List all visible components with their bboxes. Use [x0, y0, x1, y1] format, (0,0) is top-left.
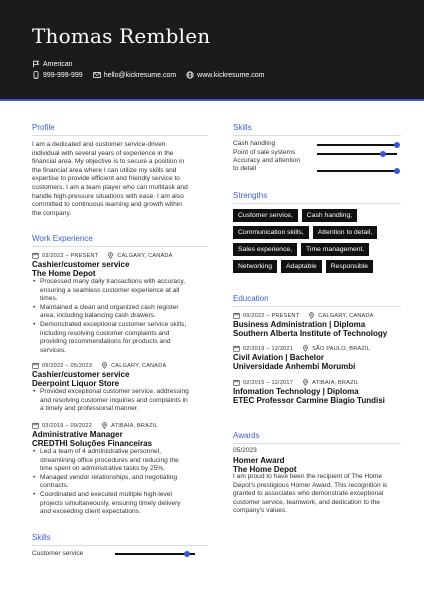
job-bullet: • Led a team of 4 administrative personnel, streamlining office procedures and reducing the time spent on administrative tasks by 25%. [32, 448, 222, 474]
location: ATIBAIA, BRAZIL [111, 422, 158, 429]
job-company: Deerpoint Liquor Store [32, 379, 120, 388]
education-heading: Education [233, 294, 269, 303]
skills-left-heading: Skills [32, 533, 51, 542]
strength-row [233, 243, 403, 256]
calendar-icon [233, 345, 240, 352]
strength-tag: Sales experience, [233, 243, 297, 256]
date-range: 09/2022 – 05/2023 [42, 362, 93, 369]
awards-heading: Awards [233, 431, 260, 440]
job-meta [32, 252, 173, 259]
education-divider [233, 306, 401, 307]
award-name: Homer Award [233, 456, 285, 465]
job-bullet: • Demonstrated exceptional customer service skills, including resolving customer complaints and providing recommendations for products and services. [32, 321, 222, 355]
phone-text[interactable]: 999-999-999 [43, 71, 83, 79]
job-bullet: • Managed vendor relationships, and negotiating contracts. [32, 474, 222, 491]
education-school: ETEC Professor Carmine Biagio Tundisi [233, 396, 385, 405]
location-pin-icon [107, 252, 114, 259]
skills-left-divider [32, 545, 208, 546]
job-bullet: • Provided exceptional customer service, addressing and resolving customer inquiries and complaints in a timely and professional manner. [32, 388, 222, 414]
skills-right-heading: Skills [233, 123, 252, 132]
work-heading: Work Experience [32, 234, 93, 243]
strength-row [233, 226, 403, 239]
location-pin-icon [101, 362, 108, 369]
skill-bar-knob[interactable] [380, 151, 386, 157]
education-degree: Infomation Technology | Diploma [233, 387, 359, 396]
strength-tag: Responsible [326, 260, 373, 273]
skill-item: Cash handling [233, 140, 276, 147]
job-bullet: • Maintained a clean and organized cash register area, including balancing cash drawers. [32, 304, 222, 321]
strength-tag: Adaptable [281, 260, 322, 273]
nationality-text: American [43, 60, 73, 68]
calendar-icon [32, 252, 39, 259]
phone-icon [32, 71, 40, 79]
resume-header [0, 0, 424, 101]
date-range: 03/2019 – 09/2022 [42, 422, 93, 429]
award-org: The Home Depot [233, 465, 297, 474]
strength-tag: Cash handling, [302, 209, 357, 222]
profile-summary: I am a dedicated and customer service-driven individual with several years of experience in the financial area. My objective is to secure a position in the financial area where I can utilize my skills and expertise to provide efficient and friendly service to customers. I am a team player who can multitask and handle high-pressure situations with ease. I am also committed to continuous learning and growth within the company. [32, 141, 188, 217]
calendar-icon [233, 312, 240, 319]
strength-tag: Communication skills, [233, 226, 309, 239]
location: CALGARY, CANADA [117, 252, 173, 259]
skill-bar-track [317, 144, 397, 146]
strength-row [233, 209, 403, 222]
job-meta [32, 422, 158, 429]
email-link[interactable]: hello@kickresume.com [103, 71, 177, 79]
email-icon [93, 71, 101, 79]
location-pin-icon [302, 379, 309, 386]
job-role: Administrative Manager [32, 430, 123, 439]
strengths-tags [233, 209, 403, 273]
location: ATIBAIA, BRAZIL [312, 379, 359, 386]
work-divider [32, 246, 208, 247]
education-meta [233, 345, 370, 352]
job-meta [32, 362, 166, 369]
skill-item: Accuracy and attention to detail [233, 157, 301, 173]
calendar-icon [32, 362, 39, 369]
nationality-row [32, 60, 73, 68]
education-degree: Civil Aviation | Bachelor [233, 353, 324, 362]
job-bullets [32, 448, 222, 517]
globe-icon [186, 71, 194, 79]
skill-bar-track [317, 170, 397, 172]
contact-row [32, 71, 264, 79]
education-meta [233, 312, 374, 319]
location: CALGARY, CANADA [318, 312, 374, 319]
website-link[interactable]: www.kickresume.com [197, 71, 265, 79]
award-description: I am proud to have been the recipient of The Home Depot's prestigious Homer Award. This recognition is granted to associates who demonstrate exceptional customer service, teamwork, and dedication to the company's values. [233, 473, 388, 515]
skills-right-divider [233, 135, 401, 136]
job-company: The Home Depot [32, 269, 96, 278]
candidate-name: Thomas Remblen [32, 24, 211, 48]
awards-divider [233, 443, 401, 444]
profile-divider [32, 135, 208, 136]
location-pin-icon [101, 422, 108, 429]
strength-tag: Time management. [301, 243, 369, 256]
award-date: 05/2023 [233, 447, 257, 454]
strength-row [233, 260, 403, 273]
flag-icon [32, 60, 40, 68]
calendar-icon [32, 422, 39, 429]
education-school: Southern Alberta Institute of Technology [233, 329, 388, 338]
strengths-divider [233, 203, 401, 204]
strength-tag: Attention to detail, [313, 226, 377, 239]
job-bullet: • Processed many daily transactions with accuracy, ensuring a seamless customer experience at all times. [32, 278, 222, 304]
job-bullets [32, 388, 222, 414]
skill-bar-knob[interactable] [394, 168, 400, 174]
education-school: Universidade Anhembi Morumbi [233, 362, 356, 371]
location-pin-icon [302, 345, 309, 352]
profile-heading: Profile [32, 123, 55, 132]
location: CALGARY, CANADA [111, 362, 167, 369]
date-range: 09/2022 – PRESENT [243, 312, 300, 319]
strengths-heading: Strengths [233, 191, 268, 200]
education-degree: Business Administration | Diploma [233, 320, 366, 329]
date-range: 03/2023 – PRESENT [42, 252, 99, 259]
skill-bar-knob[interactable] [394, 142, 400, 148]
skill-bar-knob[interactable] [184, 551, 190, 557]
skill-customer-service: Customer service [32, 550, 84, 557]
strength-tag: Customer service, [233, 209, 298, 222]
job-bullet: • Coordinated and executed multiple high-level projects simultaneously, ensuring timely delivery and exceeding client expectations. [32, 491, 222, 517]
date-range: 02/2019 – 12/2021 [243, 345, 294, 352]
date-range: 02/2015 – 12/2017 [243, 379, 294, 386]
job-bullets [32, 278, 222, 355]
job-company: CREDTHI Soluções Financeiras [32, 439, 153, 448]
skill-item: Point of sale systems [233, 148, 296, 156]
education-meta [233, 379, 359, 386]
location-pin-icon [308, 312, 315, 319]
calendar-icon [233, 379, 240, 386]
location: SÃO PAULO, BRAZIL [312, 345, 371, 352]
skill-bar-track [115, 553, 195, 555]
job-role: Cashier/customer service [32, 260, 130, 269]
job-role: Cashier/customer service [32, 370, 130, 379]
strength-tag: Networking [233, 260, 277, 273]
